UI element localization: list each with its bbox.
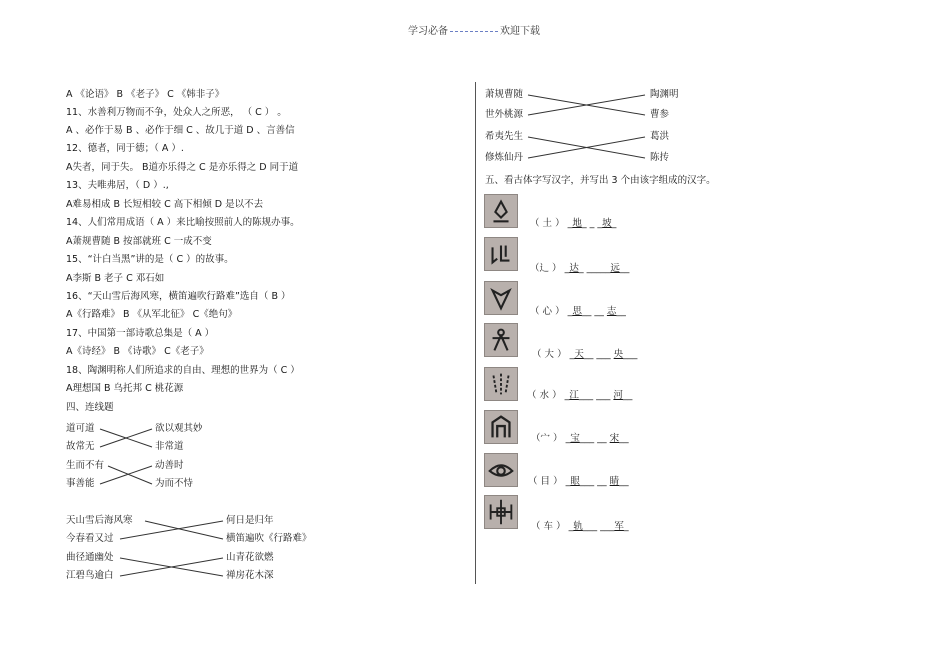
radical: 大 (544, 349, 555, 360)
quiz-line: 17、中国第一部诗歌总集是（ A ） (66, 328, 215, 339)
ancient-glyph-image (484, 453, 518, 487)
quiz-line: A《诗经》 B 《诗歌》 C《老子》 (66, 346, 209, 357)
radical: 辶 (539, 263, 550, 274)
match-right-item: 为而不恃 (155, 478, 194, 489)
quiz-line: A 《论语》 B 《老子》 C 《韩非子》 (66, 89, 225, 100)
answer: 天 (574, 349, 584, 360)
match-right-item: 非常道 (155, 441, 184, 452)
quiz-line: A《行路难》 B 《从军北征》 C《绝句》 (66, 309, 238, 320)
match-right-item: 曹参 (650, 109, 670, 120)
quiz-line: 14、人们常用成语（ A ）来比喻按照前人的陈规办事。 (66, 217, 300, 228)
answer: 军 (614, 521, 624, 532)
answer: 宋 (609, 433, 620, 444)
section-title: 四、连线题 (66, 402, 114, 413)
answer: 眼 (570, 476, 580, 487)
glyph-row: （宀 ） _宝___ __ 宋__ (531, 433, 629, 444)
radical: 车 (543, 521, 554, 532)
answer: 央 (613, 349, 624, 360)
ancient-glyph-image (484, 495, 518, 529)
match-right-item: 何日是归年 (226, 515, 274, 526)
quiz-line: A 、必作于易 B 、必作于细 C 、故几于道 D 、言善信 (66, 125, 295, 136)
match-right-item: 陈抟 (650, 152, 670, 163)
answer: 坡 (602, 218, 612, 229)
ancient-glyph-image (484, 281, 518, 315)
header-right: 欢迎下载 (500, 26, 540, 37)
match-left-item: 萧规曹随 (485, 89, 524, 100)
match-right-item: 山青花欲燃 (226, 552, 274, 563)
ancient-glyph-image (484, 237, 518, 271)
match-right-item: 欲以观其妙 (155, 423, 203, 434)
match-left-item: 江碧鸟逾白 (66, 570, 114, 581)
match-left-item: 生而不有 (66, 460, 105, 471)
match-left-item: 希夷先生 (485, 131, 524, 142)
page-header (408, 22, 540, 37)
section-title: 五、看古体字写汉字，并写出 3 个由该字组成的汉字。 (485, 175, 716, 186)
match-left-item: 天山雪后海风寒 (66, 515, 133, 526)
answer: 河 (613, 390, 623, 401)
glyph-row: （ 车 ） _轨___ ___军_ (531, 521, 629, 532)
quiz-line: A理想国 B 乌托邦 C 桃花源 (66, 383, 184, 394)
match-left-item: 道可道 (66, 423, 95, 434)
quiz-line: 16、“天山雪后海风寒，横笛遍吹行路难”选自（ B ） (66, 291, 291, 302)
glyph-row: （ 目 ） _眼___ __ 睛__ (528, 476, 629, 487)
radical: 心 (542, 306, 553, 317)
header-left: 学习必备 (408, 26, 448, 37)
answer: 志 (606, 306, 617, 317)
match-left-item: 事善能 (66, 478, 95, 489)
glyph-row: （ 心 ） _思__ __ 志__ (530, 306, 626, 317)
glyph-row: （ 水 ） _江___ ___ 河__ (527, 390, 633, 401)
match-left-item: 修炼仙丹 (485, 152, 524, 163)
quiz-line: A失者，同于失。 B道亦乐得之 C 是亦乐得之 D 同于道 (66, 162, 299, 173)
quiz-line: A萧规曹随 B 按部就班 C 一成不变 (66, 236, 212, 247)
radical: 土 (542, 218, 553, 229)
match-right-item: 动善时 (155, 460, 184, 471)
match-right-item: 禅房花木深 (226, 570, 274, 581)
quiz-line: 12、德者，同于德；（ A ）. (66, 143, 184, 154)
answer: 地 (572, 218, 582, 229)
ancient-glyph-image (484, 194, 518, 228)
glyph-row: （辶 ） _达_ _____远__ (530, 263, 630, 274)
ancient-glyph-image (484, 367, 518, 401)
glyph-row: （ 土 ） _地_ _ _坡_ (530, 218, 617, 229)
answer: 思 (572, 306, 582, 317)
match-left-item: 世外桃源 (485, 109, 524, 120)
answer: 睛 (609, 476, 620, 487)
answer: 达 (569, 263, 579, 274)
quiz-line: A李斯 B 老子 C 邓石如 (66, 273, 165, 284)
quiz-line: 18、陶渊明称人们所追求的自由、理想的世界为（ C ） (66, 365, 300, 376)
answer: 轨 (573, 521, 583, 532)
match-left-item: 曲径通幽处 (66, 552, 114, 563)
quiz-line: 15、“计白当黑”讲的是（ C ）的故事。 (66, 254, 234, 265)
quiz-line: 13、夫唯弗居，（ D ）., (66, 180, 169, 191)
glyph-row: （ 大 ） _天__ ___ 央___ (532, 349, 638, 360)
match-right-item: 横笛遍吹《行路难》 (226, 533, 312, 544)
match-right-item: 陶渊明 (650, 89, 679, 100)
ancient-glyph-image (484, 323, 518, 357)
ancient-glyph-image (484, 410, 518, 444)
column-divider (475, 82, 476, 584)
answer: 远 (610, 263, 620, 274)
match-left-item: 故常无 (66, 441, 95, 452)
match-right-item: 葛洪 (650, 131, 670, 142)
quiz-line: 11、水善利万物而不争，处众人之所恶， （ C ） 。 (66, 107, 287, 118)
quiz-line: A难易相成 B 长短相较 C 高下相倾 D 是以不去 (66, 199, 264, 210)
radical: 宀 (540, 433, 551, 444)
radical: 目 (540, 476, 551, 487)
match-left-item: 今春看又过 (66, 533, 114, 544)
answer: 江 (569, 390, 579, 401)
answer: 宝 (570, 433, 580, 444)
radical: 水 (539, 390, 550, 401)
